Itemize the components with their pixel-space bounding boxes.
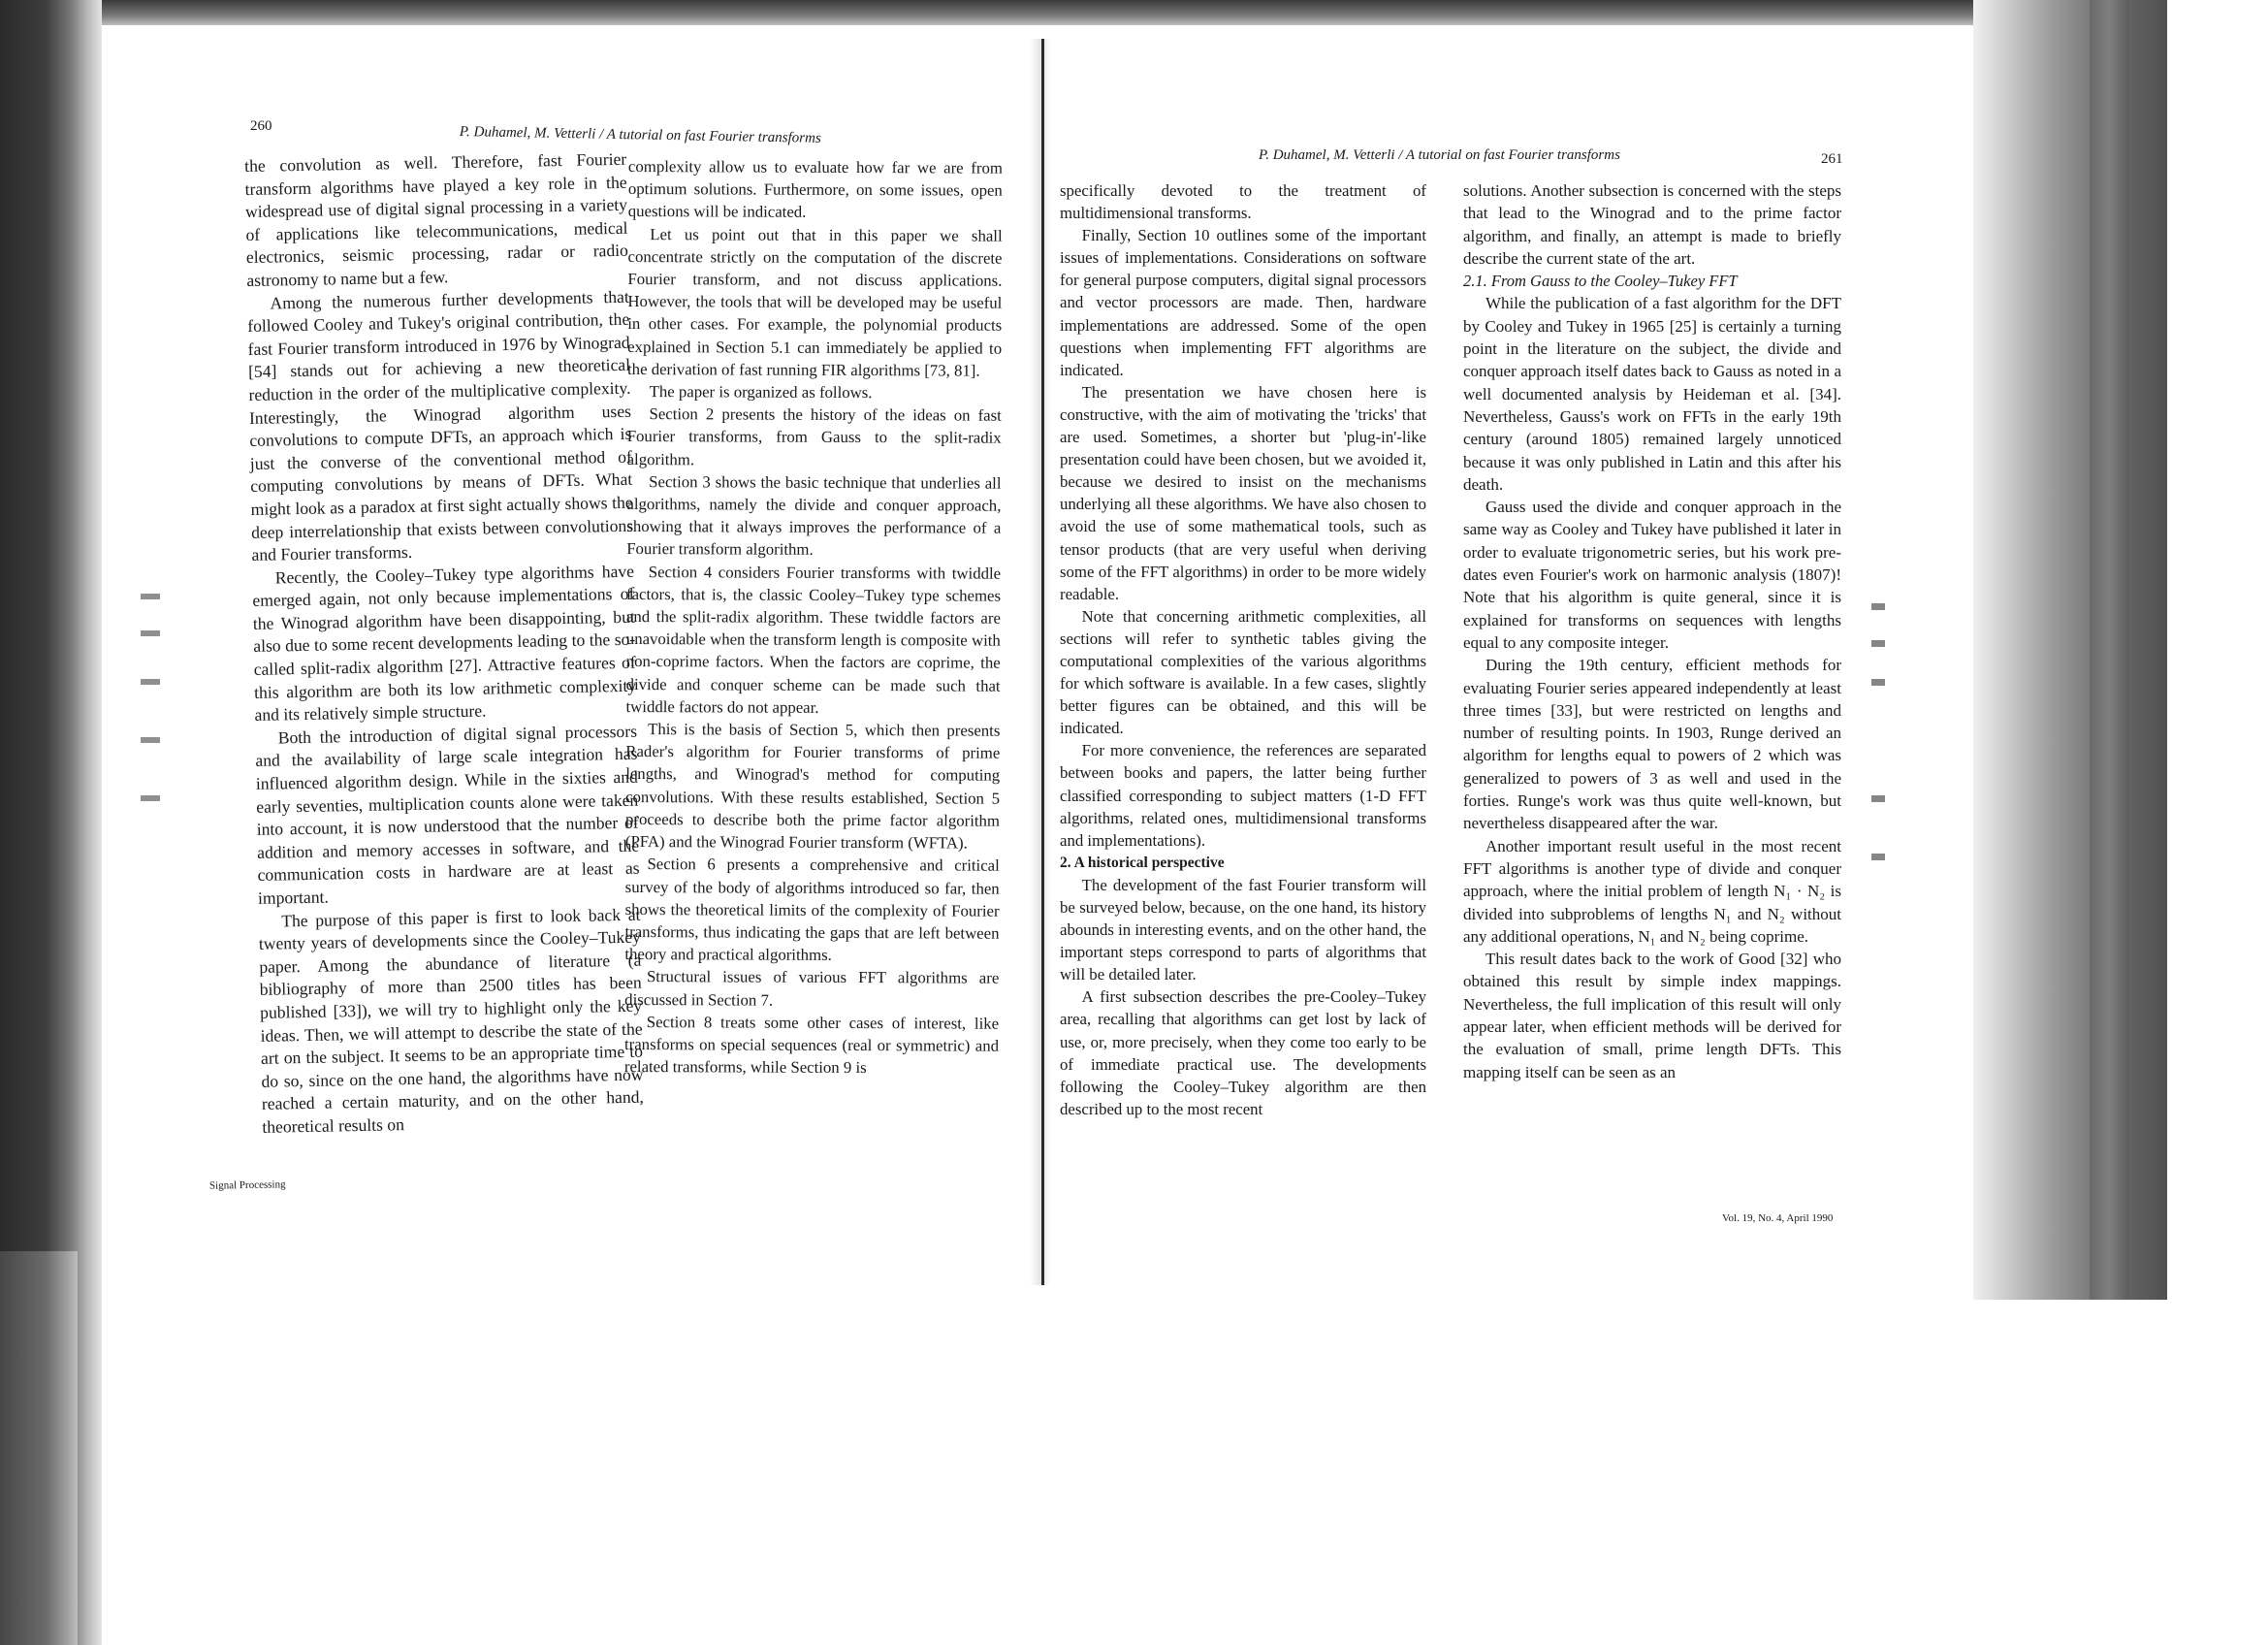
bleed-through-mark bbox=[1871, 603, 1885, 610]
paragraph: Gauss used the divide and conquer approach in the same way as Cooley and Tukey have published it later in order to evaluate trigonometric series, but his work pre-dates even Fourier's work on harmonic analysis (1807)! Note that his algorithm is quite general, since it is explained for transforms on sequences with lengths equal to any composite integer. bbox=[1463, 498, 1841, 652]
left-page-column-1 bbox=[244, 148, 645, 1140]
paragraph: Recently, the Cooley–Tukey type algorithms have emerged again, not only because implementations of the Winograd algorithm have been disappointing, but also due to some recent developments leading to the so-called split-radix algorithm [27]. Attractive features of this algorithm are both its low arithmetic complexity and its relatively simple structure. bbox=[252, 561, 637, 726]
scan-shadow-left-lower bbox=[0, 1251, 78, 1645]
right-page-column-1 bbox=[1060, 179, 1426, 1120]
running-head-right: P. Duhamel, M. Vetterli / A tutorial on fast Fourier transforms bbox=[1259, 147, 1620, 163]
right-page-column-2 bbox=[1463, 179, 1841, 1083]
page-blank-bottom bbox=[1038, 1300, 2167, 1645]
page-number-right: 261 bbox=[1821, 151, 1843, 167]
book-gutter bbox=[1041, 39, 1044, 1285]
paragraph: Note that concerning arithmetic complexities, all sections will refer to synthetic tables giving the computational complexities of the various algorithms for which software is available. In a few cases, slightly better figures can be obtained, and this will be indicated. bbox=[1060, 606, 1426, 738]
paragraph: A first subsection describes the pre-Cooley–Tukey area, recalling that algorithms can get lost by lack of use, or, more precisely, when they come too early to be of immediate practical use. The developments following the Cooley–Tukey algorithm are then described up to the most recent bbox=[1060, 987, 1426, 1118]
scan-shadow-right-edge bbox=[2090, 0, 2128, 1300]
running-head-left: P. Duhamel, M. Vetterli / A tutorial on fast Fourier transforms bbox=[459, 124, 821, 146]
paragraph: Both the introduction of digital signal processors and the availability of large scale integration has influenced algorithm design. While in the sixties and early seventies, multiplication counts alone were taken into account, it is now understood that the number of addition and memory accesses in software, and the communication costs in hardware are at least as important. bbox=[255, 721, 640, 908]
bleed-through-mark bbox=[141, 795, 160, 801]
paragraph: This is the basis of Section 5, which then presents Rader's algorithm for Fourier transforms of prime lengths, and Winograd's method for computing convolutions. With these results established, Section 5 proceeds to describe both the prime factor algorithm (PFA) and the Winograd Fourier transform (WFTA). bbox=[624, 720, 1001, 853]
section-heading: 2. A historical perspective bbox=[1060, 854, 1225, 871]
scan-shadow-top bbox=[0, 0, 2268, 25]
paragraph: Section 4 considers Fourier transforms with twiddle factors, that is, the classic Cooley–Tukey type schemes and the split-radix algorithm. These twiddle factors are unavoidable when the transform length is composite with non-coprime factors. When the factors are coprime, the divide and conquer scheme can be made such that twiddle factors do not appear. bbox=[625, 562, 1002, 717]
paragraph: Let us point out that in this paper we shall concentrate strictly on the computation of the discrete Fourier transform, and not discuss applications. However, the tools that will be developed may be useful in other cases. For example, the polynomial products explained in Section 5.1 can immediately be applied to the derivation of fast running FIR algorithms [73, 81]. bbox=[626, 224, 1003, 380]
paragraph: Section 2 presents the history of the ideas on fast Fourier transforms, from Gauss to the split-radix algorithm. bbox=[626, 404, 1002, 468]
paragraph: Section 6 presents a comprehensive and critical survey of the body of algorithms introduced so far, then shows the theoretical limits of the complexity of Fourier transforms, thus indicating the gaps that are left between theory and practical algorithms. bbox=[624, 855, 1000, 965]
paragraph: For more convenience, the references are separated between books and papers, the latter being further classified corresponding to subject matters (1-D FFT algorithms, related ones, multidimensional transforms and implementations). bbox=[1060, 741, 1426, 850]
paragraph: Section 3 shows the basic technique that underlies all algorithms, namely the divide and conquer approach, showing that it always improves the performance of a Fourier transform algorithm. bbox=[626, 471, 1002, 560]
paragraph: complexity allow us to evaluate how far we are from optimum solutions. Furthermore, on some issues, open questions will be indicated. bbox=[627, 156, 1003, 222]
paragraph: This result dates back to the work of Good [32] who obtained this result by simple index mappings. Nevertheless, the full implication of this result will only appear later, when efficient methods will be derived for the evaluation of small, prime length DFTs. This mapping itself can be seen as an bbox=[1463, 950, 1841, 1081]
gutter-shadow bbox=[1030, 39, 1051, 1285]
footer-volume-right: Vol. 19, No. 4, April 1990 bbox=[1722, 1212, 1834, 1224]
paragraph: specifically devoted to the treatment of multidimensional transforms. bbox=[1060, 181, 1426, 223]
subsection-heading: 2.1. From Gauss to the Cooley–Tukey FFT bbox=[1463, 272, 1738, 291]
page-number-left: 260 bbox=[250, 118, 272, 134]
bleed-through-mark bbox=[141, 679, 160, 685]
paragraph: During the 19th century, efficient methods for evaluating Fourier series appeared independently at least three times [33], but were restricted on lengths and number of resulting points. In 1903, Runge derived an algorithm for lengths equal to powers of 2 which was generalized to powers of 3 as well and used in the forties. Runge's work was thus quite well-known, but nevertheless disappeared after the war. bbox=[1463, 656, 1841, 833]
paragraph: The presentation we have chosen here is constructive, with the aim of motivating the 'tricks' that are used. Sometimes, a shorter but 'plug-in'-like presentation could have been chosen, but we avoided it, because we desired to insist on the mechanisms underlying all these algorithms. We have also chosen to avoid the use of some mathematical tools, such as tensor products (that are very useful when deriving some of the FFT algorithms) in order to be more widely readable. bbox=[1060, 382, 1426, 603]
footer-journal-left: Signal Processing bbox=[208, 1178, 286, 1192]
paragraph: The development of the fast Fourier transform will be surveyed below, because, on the one hand, its history abounds in interesting events, and on the other hand, the important steps correspond to parts of algorithms that will be detailed later. bbox=[1060, 875, 1426, 984]
paragraph: The purpose of this paper is first to look back at twenty years of developments since the Cooley–Tukey paper. Among the abundance of literature (a bibliography of more than 2500 titles has been published [33]), we will try to highlight only the key ideas. Then, we will attempt to describe the state of the art on the subject. It seems to be an appropriate time to do so, since on the one hand, the algorithms have now reached a certain maturity, and on the other hand, theoretical results on bbox=[258, 904, 645, 1137]
left-page-column-2 bbox=[624, 155, 1003, 1080]
bleed-through-mark bbox=[141, 594, 160, 599]
paragraph: Section 8 treats some other cases of interest, like transforms on special sequences (real or symmetric) and related transforms, while Section 9 is bbox=[623, 1012, 1000, 1078]
paragraph: Finally, Section 10 outlines some of the important issues of implementations. Considerations on software for general purpose computers, digital signal processors and vector processors are made. Then, hardware implementations are addressed. Some of the open questions when implementing FFT algorithms are indicated. bbox=[1060, 226, 1426, 379]
paragraph: Another important result useful in the most recent FFT algorithms is another type of divide and conquer approach, where the initial problem of length N₁ · N₂ is divided into subproblems of lengths N₁ and N₂ without any additional operations, N₁ and N₂ being coprime. bbox=[1463, 836, 1841, 946]
bleed-through-mark bbox=[1871, 854, 1885, 860]
bleed-through-mark bbox=[141, 630, 160, 636]
paragraph: the convolution as well. Therefore, fast Fourier transform algorithms have played a key role in the widespread use of digital signal processing in a variety of applications like telecommunications, medical electronics, seismic processing, radar or radio astronomy to name but a few. bbox=[244, 148, 629, 290]
bleed-through-mark bbox=[1871, 640, 1885, 647]
scan-blank-right bbox=[2167, 0, 2268, 1645]
paragraph: Among the numerous further developments that followed Cooley and Tukey's original contribution, the fast Fourier transform introduced in 1976 by Winograd [54] stands out for achieving a new theoretical reduction in the order of the multiplicative complexity. Interestingly, the Winograd algorithm uses convolutions to compute DFTs, an approach which is just the converse of the conventional method of computing convolutions by means of DFTs. What might look as a paradox at first sight actually shows the deep interrelationship that exists between convolutions and Fourier transforms. bbox=[247, 286, 634, 565]
paragraph: The paper is organized as follows. bbox=[649, 382, 873, 403]
paragraph: solutions. Another subsection is concerned with the steps that lead to the Winograd and to the prime factor algorithm, and finally, an attempt is made to briefly describe the current state of the art. bbox=[1463, 181, 1841, 268]
bleed-through-mark bbox=[1871, 679, 1885, 686]
bleed-through-mark bbox=[1871, 795, 1885, 802]
paragraph: Structural issues of various FFT algorithms are discussed in Section 7. bbox=[624, 967, 1000, 1010]
bleed-through-mark bbox=[141, 737, 160, 743]
paragraph: While the publication of a fast algorithm for the DFT by Cooley and Tukey in 1965 [25] is certainly a turning point in the literature on the subject, the divide and conquer approach itself dates back to Gauss as noted in a well documented analysis by Heideman et al. [34]. Nevertheless, Gauss's work on FFTs in the early 19th century (around 1805) remained largely unnoticed because it was only published in Latin and this after his death. bbox=[1463, 294, 1841, 494]
